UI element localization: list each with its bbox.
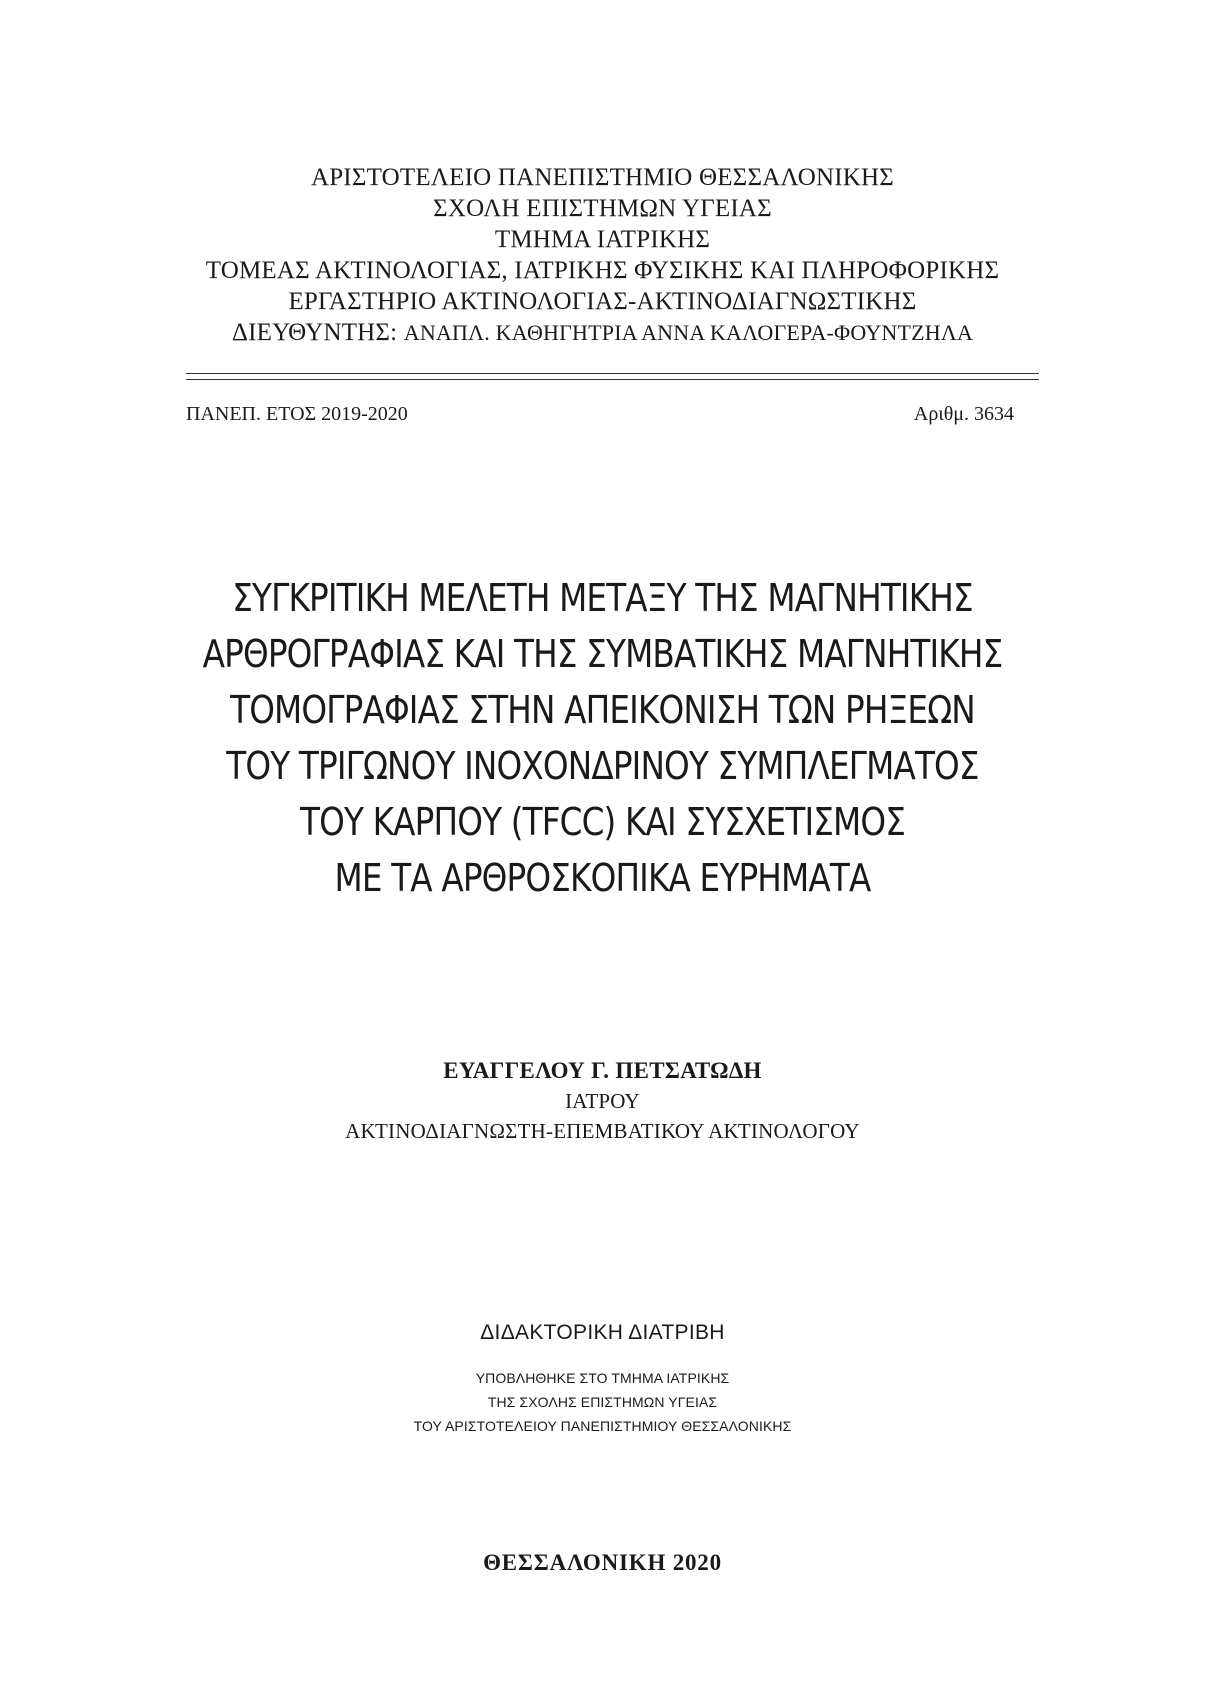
place-year: ΘΕΣΣΑΛΟΝΙΚΗ 2020 [483, 1550, 722, 1575]
author-block [0, 1055, 1205, 1146]
author-role: ΙΑΤΡΟΥ [565, 1089, 640, 1113]
header-divider-top [186, 373, 1039, 374]
submission-line: ΤΗΣ ΣΧΟΛΗΣ ΕΠΙΣΤΗΜΩΝ ΥΓΕΙΑΣ [487, 1394, 718, 1410]
title-line: ΤΟΥ ΚΑΡΠΟΥ (TFCC) ΚΑΙ ΣΥΣΧΕΤΙΣΜΟΣ [299, 800, 906, 844]
author-name: ΕΥΑΓΓΕΛΟΥ Γ. ΠΕΤΣΑΤΩΔΗ [443, 1058, 762, 1083]
laboratory-name: ΕΡΓΑΣΤΗΡΙΟ ΑΚΤΙΝΟΛΟΓΙΑΣ-ΑΚΤΙΝΟΔΙΑΓΝΩΣΤΙΚΗΣ [288, 288, 917, 315]
director-label: ΔΙΕΥΘΥΝΤΗΣ: [231, 319, 398, 346]
university-name: ΑΡΙΣΤΟΤΕΛΕΙΟ ΠΑΝΕΠΙΣΤΗΜΙΟ ΘΕΣΣΑΛΟΝΙΚΗΣ [310, 164, 895, 191]
department-name: ΤΜΗΜΑ ΙΑΤΡΙΚΗΣ [494, 226, 711, 253]
academic-year: ΠΑΝΕΠ. ΕΤΟΣ 2019-2020 [186, 403, 408, 425]
title-line: ΑΡΘΡΟΓΡΑΦΙΑΣ ΚΑΙ ΤΗΣ ΣΥΜΒΑΤΙΚΗΣ ΜΑΓΝΗΤΙΚΗΣ [202, 632, 1003, 676]
title-line: ΤΟΥ ΤΡΙΓΩΝΟΥ ΙΝΟΧΟΝΔΡΙΝΟΥ ΣΥΜΠΛΕΓΜΑΤΟΣ [226, 744, 979, 788]
title-line: ΤΟΜΟΓΡΑΦΙΑΣ ΣΤΗΝ ΑΠΕΙΚΟΝΙΣΗ ΤΩΝ ΡΗΞΕΩΝ [230, 688, 975, 732]
sector-name: ΤΟΜΕΑΣ ΑΚΤΙΝΟΛΟΓΙΑΣ, ΙΑΤΡΙΚΗΣ ΦΥΣΙΚΗΣ ΚΑΙ ΠΛΗΡΟΦΟΡΙΚΗΣ [205, 257, 1000, 284]
thesis-title [0, 570, 1205, 906]
author-specialty: ΑΚΤΙΝΟΔΙΑΓΝΩΣΤΗ-ΕΠΕΜΒΑΤΙΚΟΥ ΑΚΤΙΝΟΛΟΓΟΥ [345, 1119, 860, 1143]
submission-line: ΤΟΥ ΑΡΙΣΤΟΤΕΛΕΙΟΥ ΠΑΝΕΠΙΣΤΗΜΙΟΥ ΘΕΣΣΑΛΟΝΙΚΗΣ [413, 1418, 792, 1434]
director-name: ΑΝΑΠΛ. ΚΑΘΗΓΗΤΡΙΑ ΑΝΝΑ ΚΑΛΟΓΕΡΑ-ΦΟΥΝΤΖΗΛΑ [403, 320, 974, 345]
title-line: ΜΕ ΤΑ ΑΡΘΡΟΣΚΟΠΙΚΑ ΕΥΡΗΜΑΤΑ [334, 856, 871, 900]
thesis-type: ΔΙΔΑΚΤΟΡΙΚΗ ΔΙΑΤΡΙΒΗ [480, 1321, 725, 1344]
institution-header [0, 162, 1205, 348]
director-line [0, 317, 1205, 348]
header-divider-bottom [186, 379, 1039, 380]
submission-line: ΥΠΟΒΛΗΘΗΚΕ ΣΤΟ ΤΜΗΜΑ ΙΑΤΡΙΚΗΣ [475, 1370, 730, 1386]
submission-statement [0, 1366, 1205, 1438]
school-name: ΣΧΟΛΗ ΕΠΙΣΤΗΜΩΝ ΥΓΕΙΑΣ [433, 195, 772, 222]
thesis-number: Αριθμ. 3634 [913, 403, 1014, 425]
title-line: ΣΥΓΚΡΙΤΙΚΗ ΜΕΛΕΤΗ ΜΕΤΑΞΥ ΤΗΣ ΜΑΓΝΗΤΙΚΗΣ [232, 576, 973, 620]
